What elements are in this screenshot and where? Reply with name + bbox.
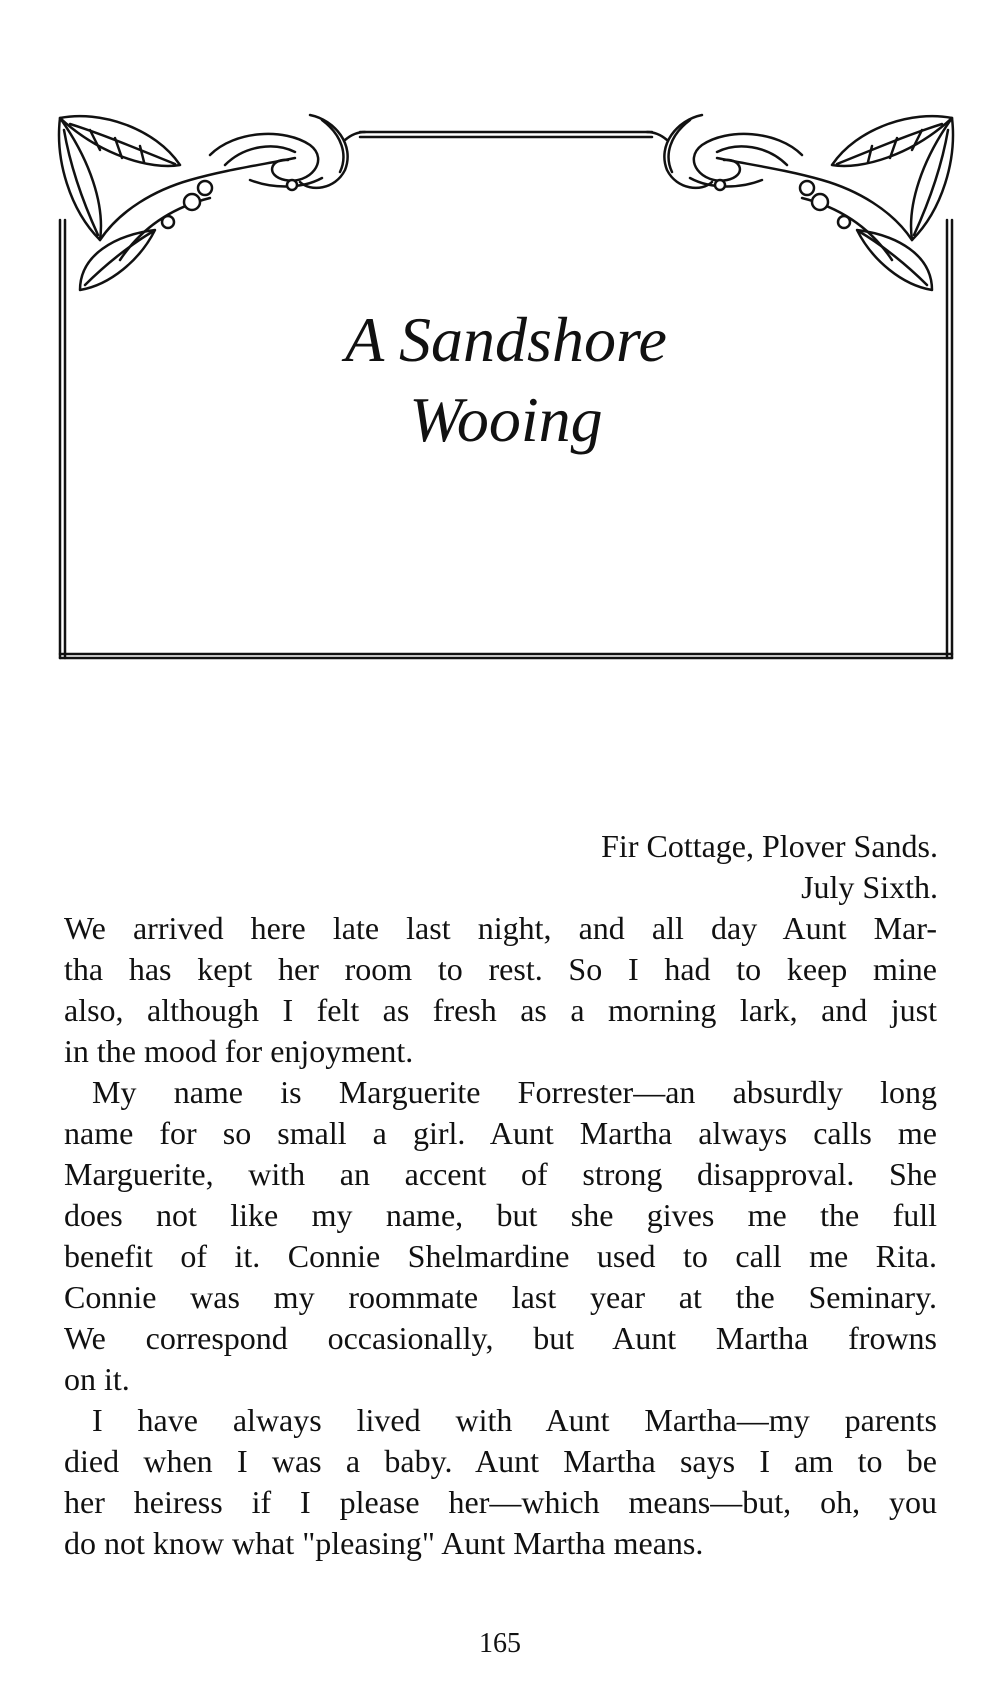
story-title bbox=[60, 300, 952, 460]
text-line: her heiress if I please her—which means—but, oh, you bbox=[64, 1484, 937, 1520]
text-line: tha has kept her room to rest. So I had to keep mine bbox=[64, 951, 937, 987]
dateline bbox=[601, 826, 938, 908]
title-line-1: A Sandshore bbox=[345, 304, 667, 375]
paragraph-2 bbox=[64, 1072, 937, 1400]
text-line: does not like my name, but she gives me the full bbox=[64, 1197, 937, 1233]
text-line: We arrived here late last night, and all day Aunt Mar- bbox=[64, 910, 937, 946]
text-line: My name is Marguerite Forrester—an absurdly long bbox=[92, 1074, 937, 1110]
text-line: name for so small a girl. Aunt Martha always calls me bbox=[64, 1115, 937, 1151]
text-line: on it. bbox=[64, 1361, 130, 1397]
paragraph-3 bbox=[64, 1400, 937, 1564]
text-line: I have always lived with Aunt Martha—my parents bbox=[92, 1402, 937, 1438]
text-line: in the mood for enjoyment. bbox=[64, 1033, 414, 1069]
text-line: Marguerite, with an accent of strong disapproval. She bbox=[64, 1156, 937, 1192]
right-corner-ornament bbox=[647, 115, 953, 290]
dateline-place: Fir Cottage, Plover Sands. bbox=[601, 828, 938, 864]
title-line-2: Wooing bbox=[409, 384, 603, 455]
text-line: also, although I felt as fresh as a morning lark, and just bbox=[64, 992, 937, 1028]
text-line: Connie was my roommate last year at the Seminary. bbox=[64, 1279, 937, 1315]
text-line: died when I was a baby. Aunt Martha says I am to be bbox=[64, 1443, 937, 1479]
paragraph-1 bbox=[64, 908, 937, 1072]
body-text bbox=[64, 908, 937, 1564]
page-number: 165 bbox=[479, 1628, 521, 1659]
left-corner-ornament bbox=[59, 115, 365, 290]
dateline-date: July Sixth. bbox=[801, 869, 938, 905]
text-line: do not know what "pleasing" Aunt Martha means. bbox=[64, 1525, 704, 1561]
text-line: benefit of it. Connie Shelmardine used to call me Rita. bbox=[64, 1238, 937, 1274]
text-line: We correspond occasionally, but Aunt Martha frowns bbox=[64, 1320, 937, 1356]
